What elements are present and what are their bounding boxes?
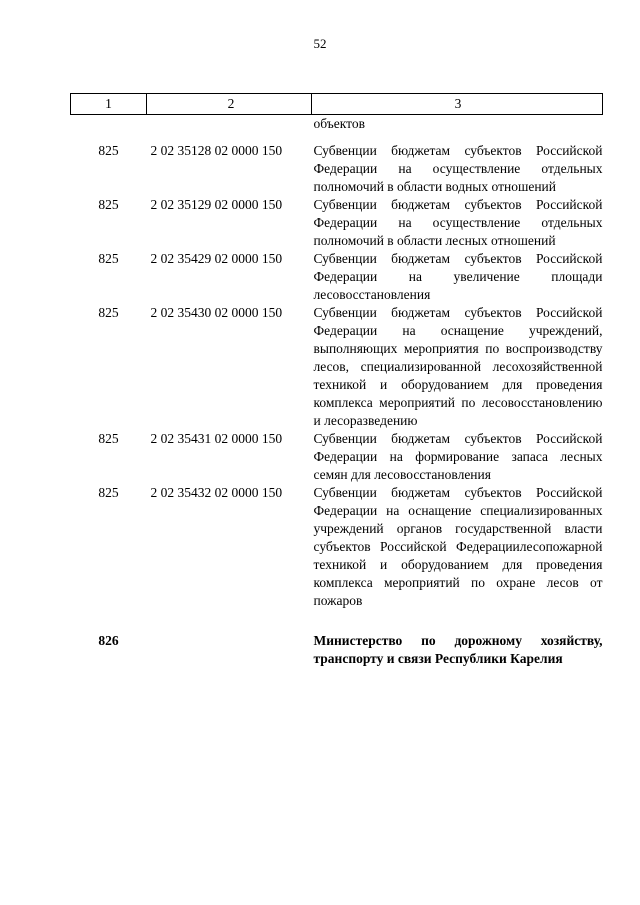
section-ministry-name: Министерство по дорожному хозяйству, транспорту и связи Республики Карелия	[313, 633, 603, 666]
table-row	[71, 484, 603, 610]
income-name-cell: Субвенции бюджетам субъектов Российской Федерации на оснащение учреждений, выполняющих мероприятия по воспроизводству лесов, специализированной лесохозяйственной техникой и оборудованием для проведения комплекса мероприятий по лесовосстановлению и лесоразведению	[313, 305, 603, 428]
table-row	[71, 430, 603, 484]
income-name-cell: Субвенции бюджетам субъектов Российской Федерации на формирование запаса лесных семян для лесовосстановления	[313, 431, 603, 482]
income-name-cell: Субвенции бюджетам субъектов Российской Федерации на осуществление отдельных полномочий в области водных отношений	[313, 143, 603, 194]
continuation-text: объектов	[313, 116, 365, 131]
table-row	[71, 142, 603, 196]
continuation-row	[71, 115, 603, 143]
admin-code-cell: 825	[98, 143, 119, 158]
table-row	[71, 304, 603, 430]
income-name-cell: Субвенции бюджетам субъектов Российской Федерации на осуществление отдельных полномочий в области лесных отношений	[313, 197, 603, 248]
income-code-cell: 2 02 35128 02 0000 150	[150, 143, 283, 158]
income-code-cell: 2 02 35430 02 0000 150	[150, 305, 283, 320]
income-code-cell: 2 02 35431 02 0000 150	[150, 431, 283, 446]
admin-code-cell: 825	[98, 485, 119, 500]
income-name-cell: Субвенции бюджетам субъектов Российской Федерации на увеличение площади лесовосстановления	[313, 251, 603, 302]
income-codes-table	[70, 93, 603, 668]
income-code-cell: 2 02 35429 02 0000 150	[150, 251, 283, 266]
column-header-3: 3	[312, 94, 603, 115]
admin-code-cell: 825	[98, 305, 119, 320]
column-header-2: 2	[147, 94, 312, 115]
admin-code-cell: 825	[98, 251, 119, 266]
income-code-cell: 2 02 35129 02 0000 150	[150, 197, 283, 212]
section-admin-code: 826	[98, 633, 119, 648]
table-header-row	[71, 94, 603, 115]
section-spacer	[71, 610, 603, 632]
admin-code-cell: 825	[98, 431, 119, 446]
column-header-1: 1	[71, 94, 147, 115]
admin-code-cell: 825	[98, 197, 119, 212]
table-row	[71, 196, 603, 250]
section-heading-row	[71, 632, 603, 668]
income-name-cell: Субвенции бюджетам субъектов Российской Федерации на оснащение специализированных учреждений органов государственной власти субъектов Российской Федерациилесопожарной техникой и оборудованием для проведения комплекса мероприятий по охране лесов от пожаров	[313, 485, 603, 608]
page-number: 52	[313, 36, 327, 51]
table-row	[71, 250, 603, 304]
income-code-cell: 2 02 35432 02 0000 150	[150, 485, 283, 500]
